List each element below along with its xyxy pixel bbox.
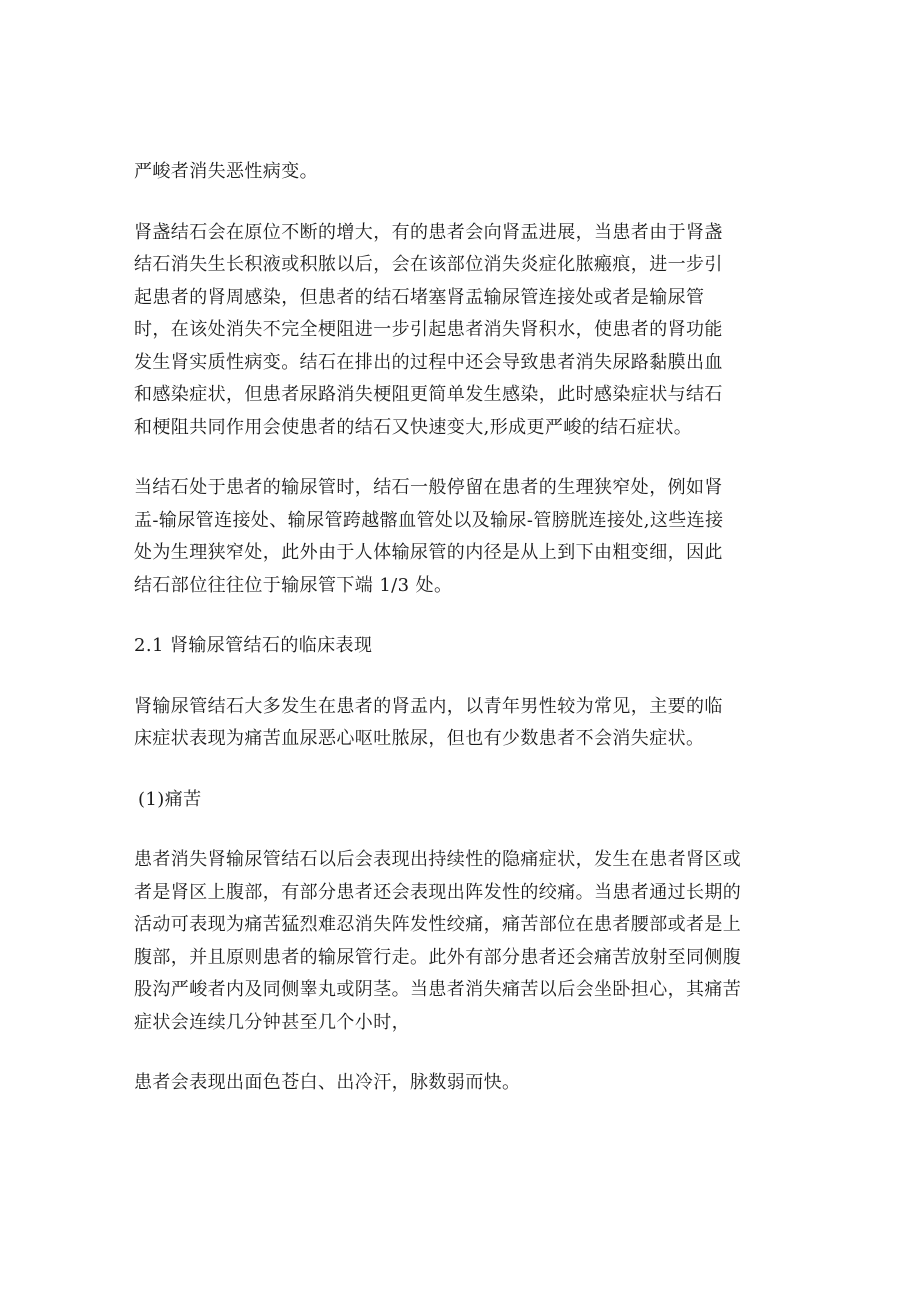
text-line: 症状会连续几分钟甚至几个小时， [134,1011,410,1033]
paragraph-1 [134,156,798,189]
text-line: 盂-输尿管连接处、输尿管跨越髂血管处以及输尿-管膀胱连接处,这些连接 [134,509,724,531]
paragraph-3 [134,472,798,602]
text-line: 患者会表现出面色苍白、出冷汗，脉数弱而快。 [134,1072,521,1093]
text-line: 当结石处于患者的输尿管时，结石一般停留在患者的生理狭窄处，例如肾 [134,477,723,498]
text-line: 处为生理狭窄处，此外由于人体输尿管的内径是从上到下由粗变细，因此 [134,542,723,563]
text-line: 和梗阻共同作用会使患者的结石又快速变大,形成更严峻的结石症状。 [134,416,693,438]
text-line: 结石消失生长积液或积脓以后，会在该部位消失炎症化脓瘢痕，进一步引 [134,254,723,275]
text-line: 时，在该处消失不完全梗阻进一步引起患者消失肾积水，使患者的肾功能 [134,319,723,340]
text-line: 严峻者消失恶性病变。 [134,161,318,182]
paragraph-5 [134,844,798,1039]
text-line: 患者消失肾输尿管结石以后会表现出持续性的隐痛症状，发生在患者肾区或 [134,849,742,870]
text-line: 结石部位往往位于输尿管下端 1/3 处。 [134,574,453,596]
document-page [134,156,798,1100]
text-line: 肾输尿管结石大多发生在患者的肾盂内，以青年男性较为常见，主要的临 [134,695,723,717]
section-heading: 2.1 肾输尿管结石的临床表现 [134,635,373,656]
paragraph-2 [134,217,798,445]
text-line: 活动可表现为痛苦猛烈难忍消失阵发性绞痛，痛苦部位在患者腰部或者是上 [134,914,742,935]
text-line: 和感染症状，但患者尿路消失梗阻更简单发生感染，此时感染症状与结石 [134,384,723,405]
text-line: 肾盏结石会在原位不断的增大，有的患者会向肾盂进展，当患者由于肾盏 [134,221,723,243]
text-line: 起患者的肾周感染，但患者的结石堵塞肾盂输尿管连接处或者是输尿管 [134,286,705,308]
paragraph-4 [134,691,798,756]
text-line: 床症状表现为痛苦血尿恶心呕吐脓尿，但也有少数患者不会消失症状。 [134,728,705,749]
sub-heading: (1)痛苦 [138,788,202,810]
text-line: 者是肾区上腹部，有部分患者还会表现出阵发性的绞痛。当患者通过长期的 [134,881,742,903]
text-line: 腹部，并且原则患者的输尿管行走。此外有部分患者还会痛苦放射至同侧腹 [134,946,742,968]
text-line: 发生肾实质性病变。结石在排出的过程中还会导致患者消失尿路黏膜出血 [134,351,723,373]
text-line: 股沟严峻者内及同侧睾丸或阴茎。当患者消失痛苦以后会坐卧担心，其痛苦 [134,979,742,1000]
paragraph-6 [134,1067,798,1100]
